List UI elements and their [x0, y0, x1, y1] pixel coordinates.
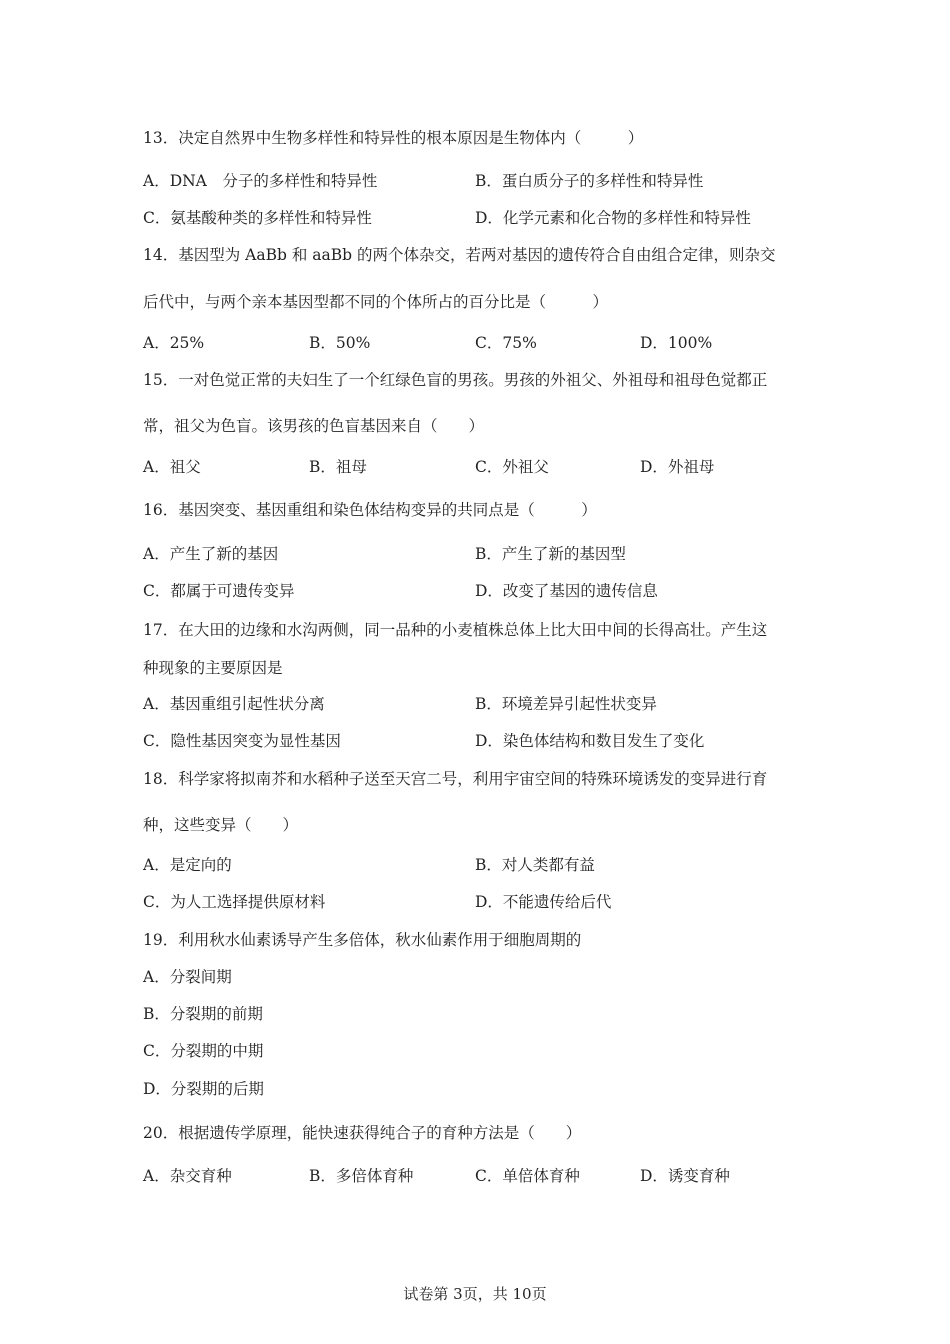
question-20-option-d: D．诱变育种 — [640, 1167, 730, 1185]
question-14-stem-line-2: 后代中，与两个亲本基因型都不同的个体所占的百分比是（ ） — [143, 293, 609, 311]
question-14-option-c: C．75% — [475, 334, 537, 352]
question-18-option-b: B．对人类都有益 — [475, 856, 595, 874]
question-19-option-d: D．分裂期的后期 — [143, 1080, 264, 1098]
question-18-stem-line-2: 种，这些变异（ ） — [143, 816, 299, 834]
question-15-option-a: A．祖父 — [143, 458, 201, 476]
question-19-option-b: B．分裂期的前期 — [143, 1005, 263, 1023]
question-19-stem: 19．利用秋水仙素诱导产生多倍体，秋水仙素作用于细胞周期的 — [143, 931, 582, 949]
question-19-option-c: C．分裂期的中期 — [143, 1042, 264, 1060]
question-20-stem: 20．根据遗传学原理，能快速获得纯合子的育种方法是（ ） — [143, 1124, 582, 1142]
question-13-option-d: D．化学元素和化合物的多样性和特异性 — [475, 209, 751, 227]
question-17-stem-line-2: 种现象的主要原因是 — [143, 659, 283, 677]
question-13-option-c: C．氨基酸种类的多样性和特异性 — [143, 209, 372, 227]
question-13-stem: 13．决定自然界中生物多样性和特异性的根本原因是生物体内（ ） — [143, 129, 644, 147]
question-18-stem-line-1: 18．科学家将拟南芥和水稻种子送至天宫二号，利用宇宙空间的特殊环境诱发的变异进行育 — [143, 770, 768, 788]
question-16-option-b: B．产生了新的基因型 — [475, 545, 626, 563]
question-15-stem-line-2: 常，祖父为色盲。该男孩的色盲基因来自（ ） — [143, 417, 485, 435]
question-17-stem-line-1: 17．在大田的边缘和水沟两侧，同一品种的小麦植株总体上比大田中间的长得高壮。产生这 — [143, 621, 768, 639]
page-footer: 试卷第 3页，共 10页 — [403, 1285, 547, 1303]
question-14-option-b: B．50% — [309, 334, 371, 352]
question-13-option-a: A．DNA 分子的多样性和特异性 — [143, 172, 378, 190]
question-15-option-d: D．外祖母 — [640, 458, 715, 476]
question-14-option-a: A．25% — [143, 334, 205, 352]
question-17-option-d: D．染色体结构和数目发生了变化 — [475, 732, 705, 750]
question-20-option-b: B．多倍体育种 — [309, 1167, 414, 1185]
question-17-option-b: B．环境差异引起性状变异 — [475, 695, 657, 713]
question-16-option-d: D．改变了基因的遗传信息 — [475, 582, 658, 600]
question-17-option-c: C．隐性基因突变为显性基因 — [143, 732, 341, 750]
question-20-option-a: A．杂交育种 — [143, 1167, 232, 1185]
question-14-option-d: D．100% — [640, 334, 713, 352]
question-20-option-c: C．单倍体育种 — [475, 1167, 580, 1185]
question-18-option-a: A．是定向的 — [143, 856, 232, 874]
question-15-stem-line-1: 15．一对色觉正常的夫妇生了一个红绿色盲的男孩。男孩的外祖父、外祖母和祖母色觉都正 — [143, 371, 768, 389]
question-18-option-c: C．为人工选择提供原材料 — [143, 893, 326, 911]
question-17-option-a: A．基因重组引起性状分离 — [143, 695, 325, 713]
question-14-stem-line-1: 14．基因型为 AaBb 和 aaBb 的两个体杂交，若两对基因的遗传符合自由组合定律，则杂交 — [143, 246, 776, 264]
question-15-option-c: C．外祖父 — [475, 458, 549, 476]
question-15-option-b: B．祖母 — [309, 458, 367, 476]
question-16-option-c: C．都属于可遗传变异 — [143, 582, 295, 600]
question-19-option-a: A．分裂间期 — [143, 968, 232, 986]
question-16-option-a: A．产生了新的基因 — [143, 545, 279, 563]
question-18-option-d: D．不能遗传给后代 — [475, 893, 612, 911]
question-13-option-b: B．蛋白质分子的多样性和特异性 — [475, 172, 704, 190]
question-16-stem: 16．基因突变、基因重组和染色体结构变异的共同点是（ ） — [143, 501, 597, 519]
